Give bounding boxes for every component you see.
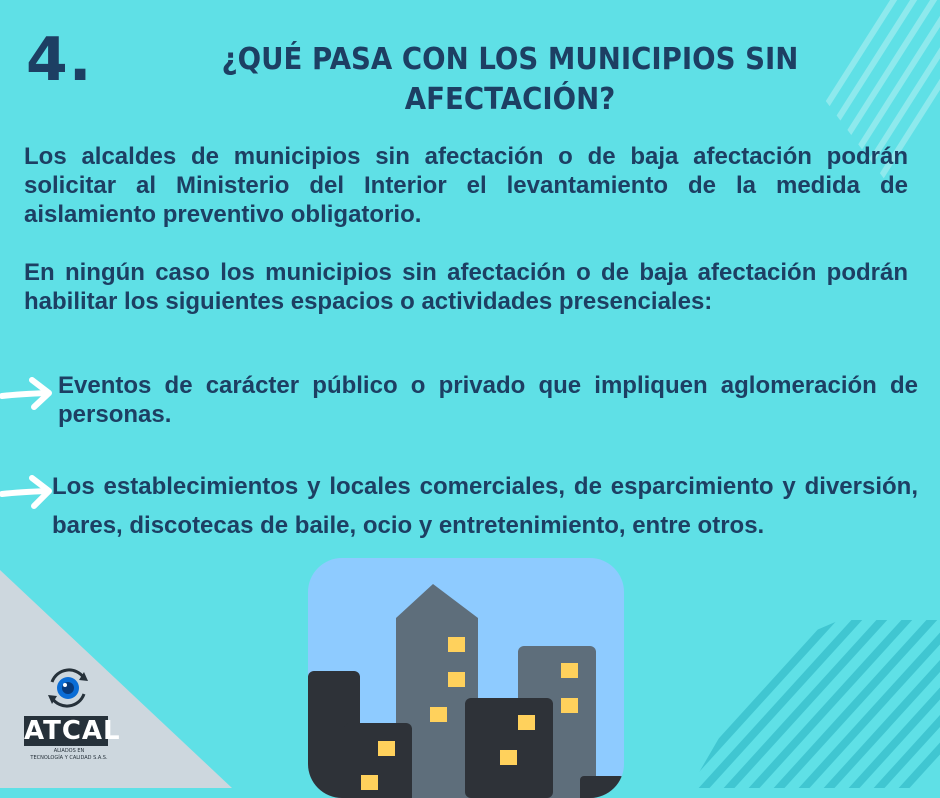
slide-title: ¿QUÉ PASA CON LOS MUNICIPIOS SIN AFECTACIÓN? — [221, 42, 799, 117]
eye-logo-icon — [44, 664, 92, 712]
logo-tagline-line2: TECNOLOGÍA Y CALIDAD S.A.S. — [30, 755, 108, 761]
paragraph-restricciones: En ningún caso los municipios sin afectación o de baja afectación podrán habilitar los siguientes espacios o actividades presenciales: — [24, 259, 908, 315]
logo-tagline — [24, 748, 114, 762]
paragraph-alcaldes: Los alcaldes de municipios sin afectación o de baja afectación podrán solicitar al Ministerio del Interior el levantamiento de la medida de aislamiento preventivo obligatorio. — [24, 143, 908, 228]
company-logo — [24, 660, 121, 770]
slide-number: 4. — [26, 25, 93, 95]
arrow-icon — [0, 474, 54, 514]
bullet-item-establecimientos: Los establecimientos y locales comerciales, de esparcimiento y diversión, bares, discotecas de baile, ocio y entretenimiento, entre otros. — [52, 473, 918, 539]
logo-wordmark: ATCAL — [24, 716, 121, 746]
arrow-icon — [0, 374, 54, 414]
city-buildings-icon — [308, 558, 624, 798]
bullet-item-eventos: Eventos de carácter público o privado que impliquen aglomeración de personas. — [58, 372, 918, 428]
logo-tagline-line1: ALIADOS EN — [53, 748, 85, 754]
